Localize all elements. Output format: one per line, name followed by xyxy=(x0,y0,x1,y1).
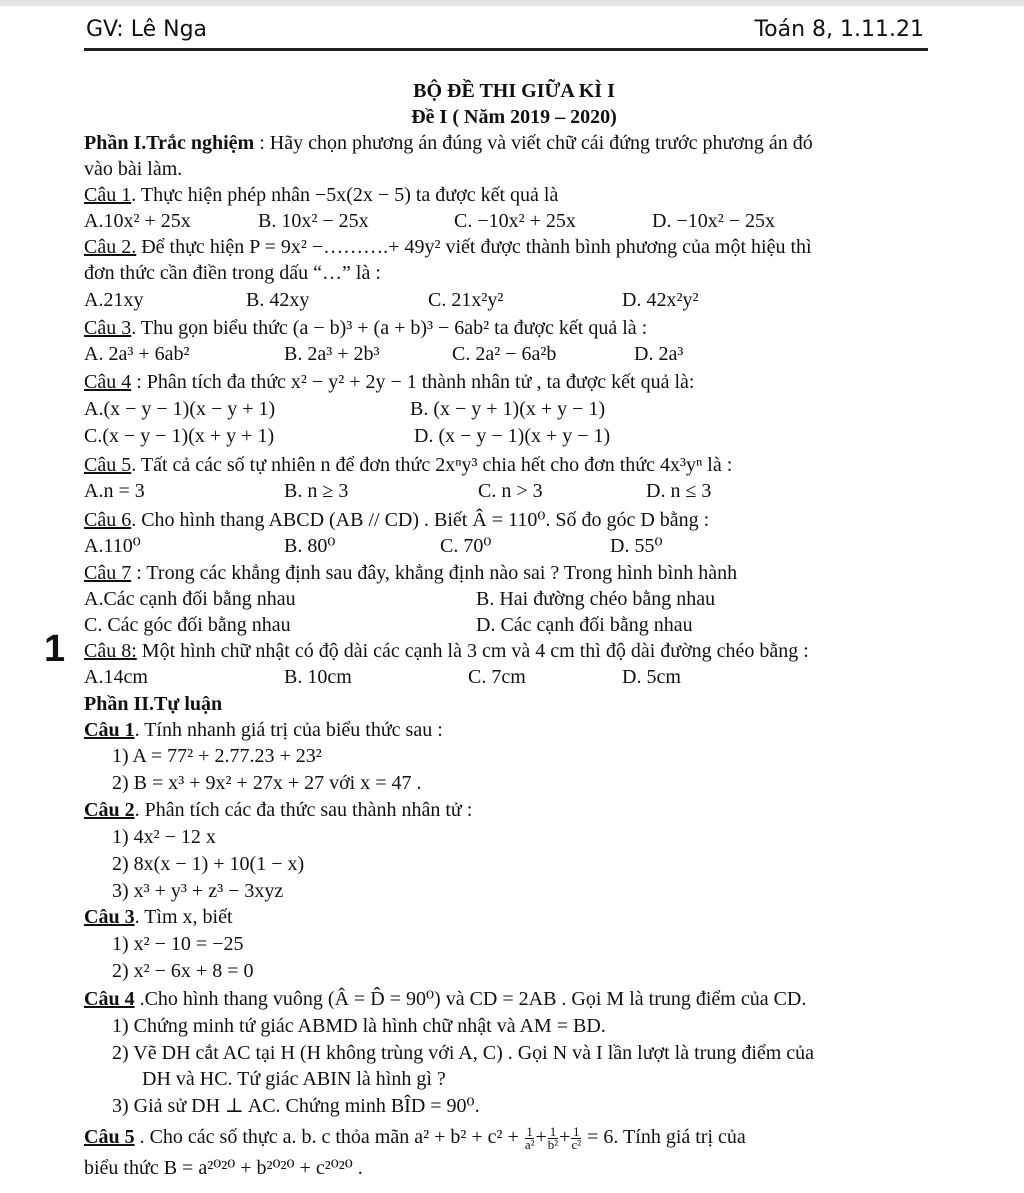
option-c: C. 7cm xyxy=(468,666,526,688)
sub-item: 2) B = x³ + 9x² + 27x + 27 với x = 47 . xyxy=(112,772,422,794)
question-2 xyxy=(84,234,944,261)
option-b: B. Hai đường chéo bằng nhau xyxy=(476,588,716,610)
option-b: B. 2a³ + 2b³ xyxy=(284,343,380,365)
option-c: C. −10x² + 25x xyxy=(454,210,576,232)
top-strip xyxy=(0,0,1024,6)
teacher-name: GV: Lê Nga xyxy=(86,17,208,42)
q4-options-cd xyxy=(84,423,944,450)
question-6 xyxy=(84,507,944,534)
option-a: A. 2a³ + 6ab² xyxy=(84,343,190,365)
option-a: A.10x² + 25x xyxy=(84,210,191,232)
option-d: D. 5cm xyxy=(622,666,681,688)
q3-options xyxy=(84,341,944,368)
option-a: A.n = 3 xyxy=(84,480,145,502)
question-3 xyxy=(84,315,944,342)
sub-item: 3) Giả sử DH ⊥ AC. Chứng minh BÎD = 90⁰. xyxy=(112,1095,480,1117)
option-b: B. 10x² − 25x xyxy=(258,210,369,232)
option-b: B. 80⁰ xyxy=(284,535,336,557)
question-text: . Thực hiện phép nhân −5x(2x − 5) ta được kết quả là xyxy=(131,184,559,206)
question-text-end: = 6. Tính giá trị của xyxy=(582,1126,746,1148)
sub-item: 2) x² − 6x + 8 = 0 xyxy=(112,960,254,982)
essay-question-2 xyxy=(84,797,944,824)
question-label: Câu 2. xyxy=(84,236,137,258)
q6-options xyxy=(84,533,944,560)
option-d: D. 42x²y² xyxy=(622,289,699,311)
part1-instruction-2: vào bài làm. xyxy=(84,158,183,180)
sub-item: 1) 4x² − 12 x xyxy=(112,826,216,848)
option-b: B. n ≥ 3 xyxy=(284,480,349,502)
subject-date: Toán 8, 1.11.21 xyxy=(754,17,924,42)
question-text: .Cho hình thang vuông (Â = D̂ = 90⁰) và CD = 2AB . Gọi M là trung điểm của CD. xyxy=(134,988,807,1010)
essay-question-4 xyxy=(84,986,944,1013)
question-7 xyxy=(84,560,944,587)
q2-options xyxy=(84,287,944,314)
option-b: B. 42xy xyxy=(246,289,310,311)
sub-item-continued: DH và HC. Tứ giác ABIN là hình gì ? xyxy=(142,1068,446,1090)
option-d: D. (x − y − 1)(x + y − 1) xyxy=(414,425,611,447)
question-label: Câu 1 xyxy=(84,719,135,741)
part1-instruction: : Hãy chọn phương án đúng và viết chữ cái đứng trước phương án đó xyxy=(254,132,813,154)
question-label: Câu 8: xyxy=(84,640,137,662)
question-label: Câu 3 xyxy=(84,317,132,339)
option-d: D. −10x² − 25x xyxy=(652,210,775,232)
fraction: $\frac{1}{\text{a²}}$ xyxy=(524,1123,535,1152)
question-text: : Trong các khẳng định sau đây, khẳng định nào sai ? Trong hình bình hành xyxy=(131,562,738,584)
question-label: Câu 6 xyxy=(84,509,132,531)
question-label: Câu 1 xyxy=(84,184,132,206)
part2-heading-text: Phần II.Tự luận xyxy=(84,693,223,715)
question-label: Câu 5 xyxy=(84,1126,135,1148)
exam-title: BỘ ĐỀ THI GIỮA KÌ I xyxy=(413,80,615,102)
q8-options xyxy=(84,664,944,691)
option-c: C. n > 3 xyxy=(478,480,543,502)
essay-question-1 xyxy=(84,717,944,744)
essay-question-5-line2: biểu thức B = a²⁰²⁰ + b²⁰²⁰ + c²⁰²⁰ . xyxy=(84,1157,363,1179)
option-b: B. 10cm xyxy=(284,666,352,688)
question-text: . Cho hình thang ABCD (AB // CD) . Biết Â = 110⁰. Số đo góc D bằng : xyxy=(131,509,710,531)
q7-options-ab xyxy=(84,586,944,613)
question-text: . Tìm x, biết xyxy=(134,906,233,928)
part1-intro xyxy=(84,130,944,157)
fraction: $\frac{1}{\text{b²}}$ xyxy=(547,1123,559,1152)
question-4 xyxy=(84,369,944,396)
page-number: 1 xyxy=(44,628,66,670)
question-8 xyxy=(84,638,944,665)
sub-item: 2) 8x(x − 1) + 10(1 − x) xyxy=(112,853,305,875)
option-d: D. n ≤ 3 xyxy=(646,480,712,502)
question-label: Câu 7 xyxy=(84,562,132,584)
q7-options-cd xyxy=(84,612,944,639)
question-text: . Cho các số thực a. b. c thỏa mãn a² + b² + c² + xyxy=(134,1126,524,1148)
part1-heading: Phần I.Trắc nghiệm xyxy=(84,132,255,154)
question-text: . Thu gọn biểu thức (a − b)³ + (a + b)³ − 6ab² ta được kết quả là : xyxy=(131,317,648,339)
question-5 xyxy=(84,452,944,479)
question-text: . Tất cả các số tự nhiên n để đơn thức 2xⁿy³ chia hết cho đơn thức 4x³yⁿ là : xyxy=(131,454,733,476)
q4-options-ab xyxy=(84,396,944,423)
essay-question-3 xyxy=(84,904,944,931)
question-text: Một hình chữ nhật có độ dài các cạnh là 3 cm và 4 cm thì độ dài đường chéo bằng : xyxy=(136,640,809,662)
option-a: A.110⁰ xyxy=(84,535,141,557)
sub-item: 3) x³ + y³ + z³ − 3xyz xyxy=(112,880,284,902)
q5-options xyxy=(84,478,944,505)
question-label: Câu 4 xyxy=(84,988,135,1010)
option-c: C. Các góc đối bằng nhau xyxy=(84,614,291,636)
exam-subtitle: Đề I ( Năm 2019 – 2020) xyxy=(411,106,617,128)
sub-item: 1) x² − 10 = −25 xyxy=(112,933,244,955)
question-label: Câu 2 xyxy=(84,799,135,821)
question-text: : Phân tích đa thức x² − y² + 2y − 1 thành nhân tử , ta được kết quả là: xyxy=(131,371,695,393)
document-header xyxy=(84,14,928,51)
question-text: . Phân tích các đa thức sau thành nhân tử : xyxy=(134,799,473,821)
option-b: B. (x − y + 1)(x + y − 1) xyxy=(410,398,606,420)
fraction: $\frac{1}{\text{c²}}$ xyxy=(571,1123,582,1152)
question-label: Câu 5 xyxy=(84,454,132,476)
option-c: C. 21x²y² xyxy=(428,289,504,311)
part2-heading xyxy=(84,691,944,718)
sub-item: 1) Chứng minh tứ giác ABMD là hình chữ nhật và AM = BD. xyxy=(112,1015,606,1037)
option-a: A.Các cạnh đối bằng nhau xyxy=(84,588,296,610)
question-label: Câu 3 xyxy=(84,906,135,928)
option-c: C.(x − y − 1)(x + y + 1) xyxy=(84,425,275,447)
q1-options xyxy=(84,208,944,235)
option-c: C. 70⁰ xyxy=(440,535,492,557)
option-a: A.21xy xyxy=(84,289,144,311)
essay-question-5: Câu 5 . Cho các số thực a. b. c thỏa mãn a² + b² + c² + $\frac{1}{\text{a²}}$ + $\frac{1}{\text{b²}}$ + $\frac{1}{\text{c²}}$ = 6. Tính giá trị của xyxy=(84,1123,746,1152)
question-text: . Tính nhanh giá trị của biểu thức sau : xyxy=(134,719,443,741)
option-d: D. 55⁰ xyxy=(610,535,663,557)
option-a: A.14cm xyxy=(84,666,148,688)
question-text: Để thực hiện P = 9x² −……….+ 49y² viết được thành bình phương của một hiệu thì xyxy=(136,236,812,258)
question-2-line2: đơn thức cần điền trong dấu “…” là : xyxy=(84,262,381,284)
sub-item: 1) A = 77² + 2.77.23 + 23² xyxy=(112,745,322,767)
question-label: Câu 4 xyxy=(84,371,132,393)
sub-item: 2) Vẽ DH cắt AC tại H (H không trùng với A, C) . Gọi N và I lần lượt là trung điểm của xyxy=(112,1042,815,1064)
option-c: C. 2a² − 6a²b xyxy=(452,343,557,365)
question-1 xyxy=(84,182,944,209)
option-a: A.(x − y − 1)(x − y + 1) xyxy=(84,398,276,420)
option-d: D. 2a³ xyxy=(634,343,684,365)
option-d: D. Các cạnh đối bằng nhau xyxy=(476,614,693,636)
